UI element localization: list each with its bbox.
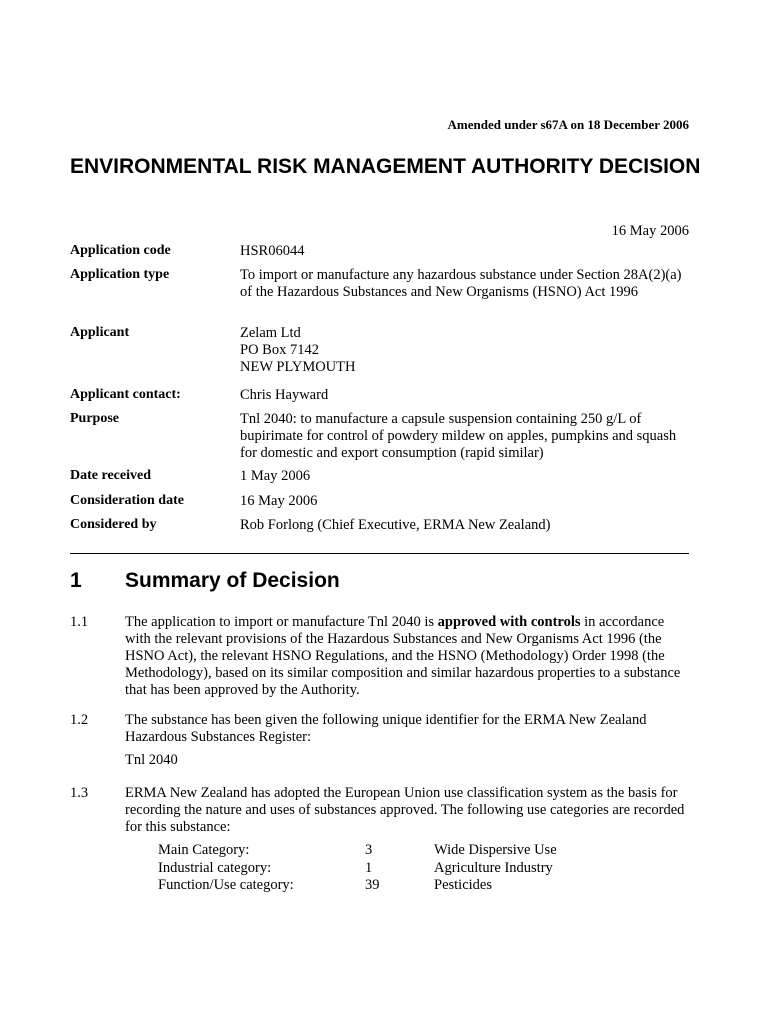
detail-value: Tnl 2040: to manufacture a capsule suspension containing 250 g/L of bupirimate for control of powdery mildew on apples, pumpkins and squash for domestic and export consumption (rapid similar) xyxy=(240,411,677,461)
category-description: Pesticides xyxy=(434,877,492,893)
section-title: Summary of Decision xyxy=(125,569,340,592)
detail-label: Application code xyxy=(70,243,171,258)
detail-value: Chris Hayward xyxy=(240,387,329,403)
detail-value: Zelam Ltd PO Box 7142 NEW PLYMOUTH xyxy=(240,325,356,375)
category-labels xyxy=(158,842,358,895)
detail-value: Rob Forlong (Chief Executive, ERMA New Zealand) xyxy=(240,517,551,533)
category-code: 39 xyxy=(365,877,380,893)
amendment-note: Amended under s67A on 18 December 2006 xyxy=(447,117,689,132)
detail-label: Applicant contact: xyxy=(70,387,181,402)
detail-label: Considered by xyxy=(70,517,157,532)
detail-label: Applicant xyxy=(70,325,130,340)
detail-label: Application type xyxy=(70,267,170,282)
paragraph-number: 1.1 xyxy=(70,614,89,630)
paragraph-1-2: The substance has been given the following unique identifier for the ERMA New Zealand Hazardous Substances Register: xyxy=(125,712,647,745)
category-label: Function/Use category: xyxy=(158,877,294,893)
detail-label: Date received xyxy=(70,468,151,483)
category-codes xyxy=(365,842,425,895)
category-code: 3 xyxy=(365,842,373,858)
paragraph-1-1 xyxy=(125,614,690,699)
category-description: Agriculture Industry xyxy=(434,859,553,876)
paragraph-number: 1.3 xyxy=(70,785,89,801)
category-label: Industrial category: xyxy=(158,859,272,876)
detail-label: Consideration date xyxy=(70,493,184,508)
detail-label: Purpose xyxy=(70,411,119,426)
category-code: 1 xyxy=(365,859,373,876)
paragraph-number: 1.2 xyxy=(70,712,89,728)
horizontal-divider xyxy=(70,553,689,554)
paragraph-emphasis: approved with controls xyxy=(437,614,581,630)
paragraph-text: The application to import or manufacture Tnl 2040 is xyxy=(125,614,438,630)
detail-value: 16 May 2006 xyxy=(240,493,318,509)
decision-date: 16 May 2006 xyxy=(611,223,689,239)
detail-value: To import or manufacture any hazardous substance under Section 28A(2)(a) of the Hazardous Substances and New Organisms (HSNO) Act 1996 xyxy=(240,267,682,300)
document-title: ENVIRONMENTAL RISK MANAGEMENT AUTHORITY DECISION xyxy=(70,155,701,178)
paragraph-1-3: ERMA New Zealand has adopted the European Union use classification system as the basis for recording the nature and uses of substances approved. The following use categories are recorded for this substance: xyxy=(125,785,685,835)
category-descriptions xyxy=(434,842,684,895)
detail-value: 1 May 2006 xyxy=(240,468,311,484)
section-number: 1 xyxy=(70,569,82,592)
substance-identifier: Tnl 2040 xyxy=(125,752,178,768)
category-label: Main Category: xyxy=(158,842,250,858)
detail-value: HSR06044 xyxy=(240,243,305,259)
paragraph-text: in accordance with the relevant provisions of the Hazardous Substances and New Organisms Act 1996 (the HSNO Act), the relevant HSNO Regulations, and the HSNO (Methodology) Order 1998 (the Methodology), based on its similar composition and similar hazardous properties to a substance that has been approved by the Authority. xyxy=(125,614,681,698)
category-description: Wide Dispersive Use xyxy=(434,842,557,858)
